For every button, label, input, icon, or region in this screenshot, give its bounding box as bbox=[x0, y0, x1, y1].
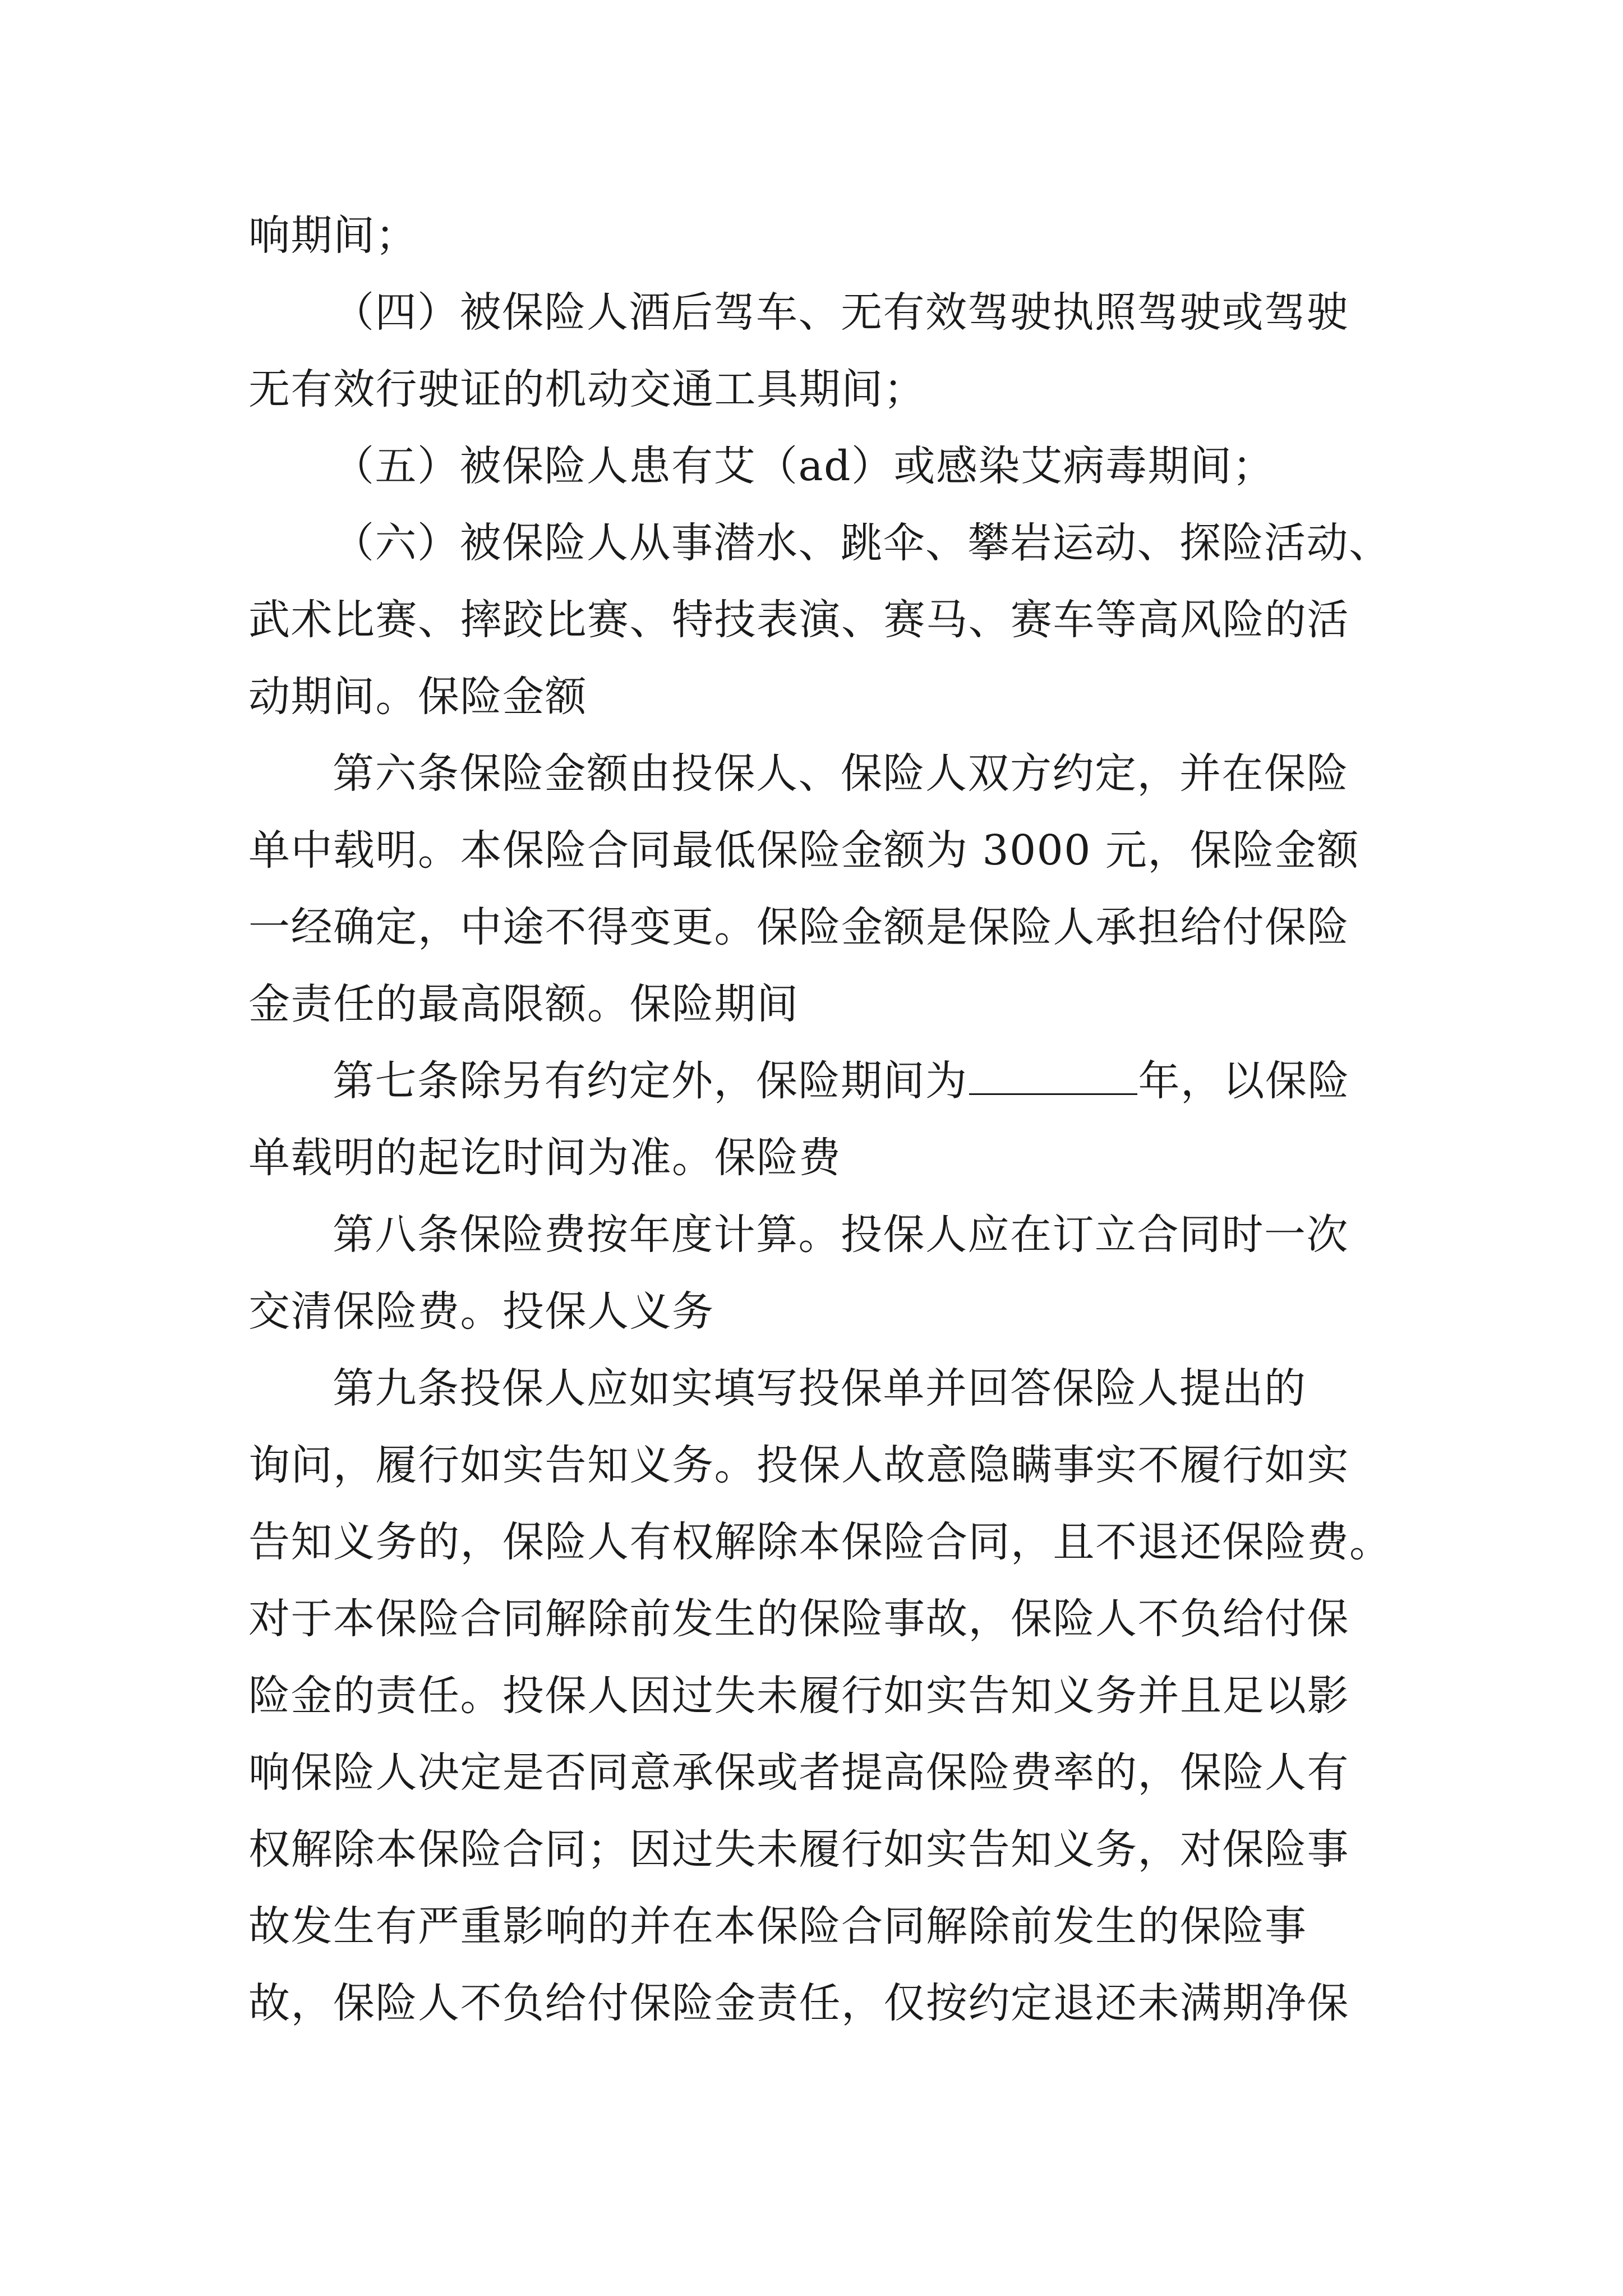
text-line: （六）被保险人从事潜水、跳伞、攀岩运动、探险活动、 bbox=[333, 519, 1391, 567]
text-line: （五）被保险人患有艾（ad）或感染艾病毒期间； bbox=[333, 442, 1275, 490]
text-line: 第八条保险费按年度计算。投保人应在订立合同时一次 bbox=[333, 1211, 1349, 1259]
text-line: （四）被保险人酒后驾车、无有效驾驶执照驾驶或驾驶 bbox=[333, 288, 1349, 337]
text-line: 动期间。保险金额 bbox=[248, 673, 587, 721]
text-line: 武术比赛、摔跤比赛、特技表演、赛马、赛车等高风险的活 bbox=[248, 596, 1349, 644]
text-line: 一经确定，中途不得变更。保险金额是保险人承担给付保险 bbox=[248, 903, 1349, 951]
text-line: 告知义务的，保险人有权解除本保险合同，且不退还保险费。 bbox=[248, 1518, 1392, 1566]
text-line: 无有效行驶证的机动交通工具期间； bbox=[248, 365, 926, 413]
text-line: 对于本保险合同解除前发生的保险事故，保险人不负给付保 bbox=[248, 1595, 1349, 1643]
text-line: 险金的责任。投保人因过失未履行如实告知义务并且足以影 bbox=[248, 1672, 1349, 1720]
text-line: 单中载明。本保险合同最低保险金额为 3000 元，保险金额 bbox=[248, 826, 1359, 875]
text-line: 响保险人决定是否同意承保或者提高保险费率的，保险人有 bbox=[248, 1749, 1349, 1797]
text-line: 询问，履行如实告知义务。投保人故意隐瞒事实不履行如实 bbox=[248, 1441, 1349, 1489]
text-segment: 年，以保险 bbox=[1138, 1057, 1350, 1105]
text-line: 第六条保险金额由投保人、保险人双方约定，并在保险 bbox=[333, 749, 1349, 798]
text-line: 金责任的最高限额。保险期间 bbox=[248, 980, 799, 1028]
text-segment: 第七条除另有约定外，保险期间为 bbox=[333, 1057, 968, 1105]
text-line: 权解除本保险合同；因过失未履行如实告知义务，对保险事 bbox=[248, 1825, 1349, 1874]
document-body bbox=[248, 197, 1391, 2042]
text-line-with-blank bbox=[248, 1043, 1391, 1120]
text-line: 单载明的起讫时间为准。保险费 bbox=[248, 1134, 841, 1182]
fill-in-blank bbox=[969, 1060, 1137, 1095]
text-line: 故，保险人不负给付保险金责任，仅按约定退还未满期净保 bbox=[248, 1979, 1349, 2027]
text-line: 交清保险费。投保人义务 bbox=[248, 1287, 714, 1336]
text-line: 第九条投保人应如实填写投保单并回答保险人提出的 bbox=[333, 1364, 1307, 1412]
text-line: 故发生有严重影响的并在本保险合同解除前发生的保险事 bbox=[248, 1902, 1307, 1950]
text-line: 响期间； bbox=[248, 211, 418, 260]
